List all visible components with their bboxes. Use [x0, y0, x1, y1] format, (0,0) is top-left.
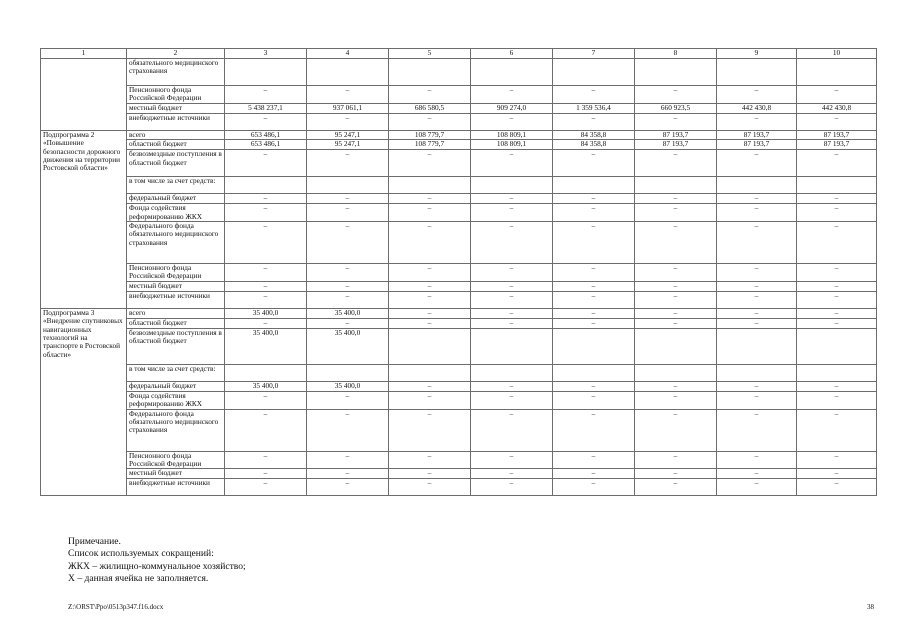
source-label: Пенсионного фонда Российской Федерации — [127, 86, 225, 104]
value-cell: – — [635, 86, 717, 104]
value-cell: – — [553, 86, 635, 104]
value-cell: – — [471, 204, 553, 222]
value-cell: 1 359 536,4 — [553, 103, 635, 113]
table-row — [41, 391, 877, 409]
value-cell: 108 809,1 — [471, 130, 553, 139]
value-cell: – — [389, 308, 471, 318]
header-cell: 10 — [797, 49, 877, 59]
value-cell: – — [471, 391, 553, 409]
value-cell — [635, 177, 717, 194]
source-label: местный бюджет — [127, 103, 225, 113]
value-cell: – — [225, 391, 307, 409]
value-cell: – — [307, 291, 389, 308]
value-cell: – — [471, 264, 553, 282]
value-cell: 442 430,8 — [717, 103, 797, 113]
value-cell — [717, 59, 797, 86]
value-cell: – — [717, 86, 797, 104]
value-cell: – — [553, 150, 635, 177]
value-cell: – — [797, 381, 877, 391]
value-cell: – — [389, 194, 471, 204]
value-cell: – — [307, 86, 389, 104]
value-cell: – — [717, 291, 797, 308]
value-cell: – — [307, 469, 389, 479]
value-cell: – — [717, 479, 797, 496]
value-cell: – — [797, 291, 877, 308]
header-cell: 8 — [635, 49, 717, 59]
value-cell: 35 400,0 — [225, 381, 307, 391]
source-label: Фонда содействия реформированию ЖКХ — [127, 391, 225, 409]
value-cell: 108 779,7 — [389, 140, 471, 150]
value-cell: – — [225, 318, 307, 328]
source-label: местный бюджет — [127, 469, 225, 479]
header-cell: 3 — [225, 49, 307, 59]
value-cell: – — [389, 281, 471, 291]
source-label: всего — [127, 308, 225, 318]
value-cell — [717, 177, 797, 194]
value-cell: – — [553, 113, 635, 130]
source-label: безвозмездные поступления в областной бюджет — [127, 328, 225, 364]
value-cell: – — [635, 194, 717, 204]
value-cell — [389, 59, 471, 86]
value-cell: – — [389, 86, 471, 104]
value-cell: – — [635, 318, 717, 328]
value-cell: 87 193,7 — [797, 140, 877, 150]
source-label: местный бюджет — [127, 281, 225, 291]
value-cell: – — [471, 194, 553, 204]
value-cell: – — [471, 291, 553, 308]
header-cell: 4 — [307, 49, 389, 59]
value-cell: 442 430,8 — [797, 103, 877, 113]
value-cell: – — [389, 318, 471, 328]
note-title: Примечание. — [68, 536, 121, 547]
value-cell: – — [553, 318, 635, 328]
value-cell: 937 061,1 — [307, 103, 389, 113]
value-cell: – — [307, 150, 389, 177]
value-cell: – — [717, 281, 797, 291]
value-cell — [553, 177, 635, 194]
table-row — [41, 103, 877, 113]
value-cell: – — [553, 409, 635, 451]
value-cell: – — [717, 391, 797, 409]
value-cell: – — [553, 281, 635, 291]
value-cell: – — [307, 409, 389, 451]
value-cell: – — [797, 469, 877, 479]
source-label: Федерального фонда обязательного медицинского страхования — [127, 409, 225, 451]
source-label: внебюджетные источники — [127, 113, 225, 130]
value-cell: – — [635, 113, 717, 130]
value-cell — [307, 364, 389, 381]
value-cell: – — [553, 469, 635, 479]
value-cell — [553, 364, 635, 381]
source-label: федеральный бюджет — [127, 381, 225, 391]
value-cell: – — [797, 194, 877, 204]
value-cell: – — [471, 281, 553, 291]
note-abbrev-zhkh: ЖКХ – жилищно-коммунальное хозяйство; — [68, 560, 246, 572]
value-cell: – — [553, 391, 635, 409]
value-cell: – — [471, 222, 553, 264]
value-cell: – — [389, 222, 471, 264]
value-cell: – — [797, 308, 877, 318]
value-cell: – — [225, 281, 307, 291]
value-cell: 108 779,7 — [389, 130, 471, 139]
value-cell: – — [225, 291, 307, 308]
source-label: Фонда содействия реформированию ЖКХ — [127, 204, 225, 222]
value-cell: – — [389, 291, 471, 308]
value-cell — [389, 177, 471, 194]
value-cell: – — [797, 318, 877, 328]
value-cell: – — [307, 281, 389, 291]
value-cell — [225, 59, 307, 86]
value-cell — [389, 364, 471, 381]
value-cell — [797, 59, 877, 86]
value-cell: – — [717, 318, 797, 328]
value-cell: – — [471, 479, 553, 496]
value-cell: – — [389, 204, 471, 222]
value-cell: 87 193,7 — [635, 130, 717, 139]
source-label: областной бюджет — [127, 318, 225, 328]
value-cell: – — [717, 264, 797, 282]
value-cell: – — [389, 479, 471, 496]
value-cell: 35 400,0 — [307, 308, 389, 318]
value-cell: – — [797, 479, 877, 496]
value-cell: – — [797, 86, 877, 104]
value-cell: 660 923,5 — [635, 103, 717, 113]
table-row — [41, 204, 877, 222]
value-cell: – — [553, 194, 635, 204]
source-label: внебюджетные источники — [127, 291, 225, 308]
note-abbrev-x: Х – данная ячейка не заполняется. — [68, 573, 209, 585]
value-cell — [635, 364, 717, 381]
value-cell: – — [225, 150, 307, 177]
table-row — [41, 409, 877, 451]
value-cell: – — [225, 86, 307, 104]
source-label: федеральный бюджет — [127, 194, 225, 204]
value-cell: – — [471, 308, 553, 318]
value-cell: – — [635, 204, 717, 222]
value-cell: – — [307, 194, 389, 204]
header-cell: 1 — [41, 49, 127, 59]
value-cell — [797, 177, 877, 194]
value-cell: 95 247,1 — [307, 130, 389, 139]
source-label: в том числе за счет средств: — [127, 364, 225, 381]
source-label: обязательного медицинского страхования — [127, 59, 225, 86]
value-cell — [389, 328, 471, 364]
value-cell: – — [307, 222, 389, 264]
value-cell: – — [471, 469, 553, 479]
table-row — [41, 86, 877, 104]
header-cell: 7 — [553, 49, 635, 59]
value-cell: – — [797, 204, 877, 222]
value-cell: – — [225, 479, 307, 496]
value-cell: – — [553, 291, 635, 308]
value-cell: – — [389, 264, 471, 282]
value-cell: – — [797, 281, 877, 291]
value-cell — [717, 328, 797, 364]
value-cell: – — [471, 318, 553, 328]
value-cell: – — [635, 409, 717, 451]
value-cell: – — [307, 391, 389, 409]
value-cell: – — [635, 391, 717, 409]
value-cell: – — [635, 264, 717, 282]
value-cell: – — [717, 194, 797, 204]
table-row — [41, 364, 877, 381]
value-cell: – — [389, 381, 471, 391]
value-cell: – — [797, 264, 877, 282]
value-cell — [635, 59, 717, 86]
value-cell: 84 358,8 — [553, 140, 635, 150]
value-cell: – — [797, 409, 877, 451]
value-cell — [471, 59, 553, 86]
value-cell: 35 400,0 — [307, 381, 389, 391]
value-cell: – — [717, 150, 797, 177]
value-cell: – — [225, 113, 307, 130]
table-row — [41, 150, 877, 177]
value-cell: 87 193,7 — [797, 130, 877, 139]
value-cell — [717, 364, 797, 381]
value-cell: – — [471, 451, 553, 469]
value-cell: – — [717, 308, 797, 318]
value-cell: 95 247,1 — [307, 140, 389, 150]
value-cell — [553, 59, 635, 86]
value-cell: – — [389, 113, 471, 130]
value-cell: – — [553, 451, 635, 469]
header-cell: 5 — [389, 49, 471, 59]
value-cell: – — [635, 291, 717, 308]
table-body — [41, 49, 877, 496]
value-cell: – — [389, 391, 471, 409]
source-label: безвозмездные поступления в областной бюджет — [127, 150, 225, 177]
page-number: 38 — [867, 603, 874, 611]
table-row — [41, 194, 877, 204]
value-cell: 909 274,0 — [471, 103, 553, 113]
value-cell: 108 809,1 — [471, 140, 553, 150]
value-cell: – — [389, 409, 471, 451]
table-row — [41, 469, 877, 479]
source-label: областной бюджет — [127, 140, 225, 150]
table-row — [41, 381, 877, 391]
value-cell: 653 486,1 — [225, 140, 307, 150]
value-cell: – — [717, 409, 797, 451]
source-label: всего — [127, 130, 225, 139]
value-cell: – — [307, 318, 389, 328]
value-cell: – — [307, 451, 389, 469]
header-cell: 9 — [717, 49, 797, 59]
value-cell: 35 400,0 — [225, 328, 307, 364]
value-cell: – — [225, 469, 307, 479]
value-cell: – — [307, 264, 389, 282]
table-row — [41, 451, 877, 469]
value-cell — [471, 328, 553, 364]
value-cell — [635, 328, 717, 364]
notes — [68, 536, 246, 586]
value-cell: – — [307, 113, 389, 130]
table-row — [41, 113, 877, 130]
value-cell: – — [471, 113, 553, 130]
value-cell — [471, 364, 553, 381]
value-cell: 35 400,0 — [307, 328, 389, 364]
value-cell: – — [553, 222, 635, 264]
value-cell: 653 486,1 — [225, 130, 307, 139]
table-row — [41, 130, 877, 139]
header-cell: 6 — [471, 49, 553, 59]
table-row — [41, 291, 877, 308]
table-row — [41, 264, 877, 282]
value-cell: – — [471, 381, 553, 391]
value-cell: – — [717, 451, 797, 469]
value-cell: 87 193,7 — [717, 130, 797, 139]
value-cell: – — [389, 451, 471, 469]
source-label: Пенсионного фонда Российской Федерации — [127, 264, 225, 282]
value-cell: – — [389, 150, 471, 177]
source-label: Пенсионного фонда Российской Федерации — [127, 451, 225, 469]
value-cell: – — [717, 381, 797, 391]
header-row — [41, 49, 877, 59]
value-cell: – — [389, 469, 471, 479]
value-cell: – — [797, 391, 877, 409]
table-row — [41, 222, 877, 264]
table-row — [41, 59, 877, 86]
value-cell: 686 580,5 — [389, 103, 471, 113]
value-cell: 5 438 237,1 — [225, 103, 307, 113]
value-cell: – — [797, 150, 877, 177]
value-cell: – — [225, 264, 307, 282]
value-cell: – — [717, 469, 797, 479]
value-cell: – — [717, 204, 797, 222]
value-cell — [471, 177, 553, 194]
value-cell: – — [553, 308, 635, 318]
budget-table — [40, 48, 877, 496]
source-label: Федерального фонда обязательного медицинского страхования — [127, 222, 225, 264]
value-cell: – — [553, 381, 635, 391]
value-cell — [307, 59, 389, 86]
table-row — [41, 328, 877, 364]
value-cell: – — [225, 409, 307, 451]
file-path: Z:\ORST\Ppo\0513p347.f16.docx — [68, 603, 164, 611]
value-cell — [797, 364, 877, 381]
value-cell: – — [635, 451, 717, 469]
table-row — [41, 140, 877, 150]
value-cell: – — [553, 204, 635, 222]
value-cell: – — [635, 381, 717, 391]
value-cell: – — [717, 222, 797, 264]
value-cell: – — [471, 409, 553, 451]
value-cell: – — [225, 204, 307, 222]
header-cell: 2 — [127, 49, 225, 59]
value-cell: – — [635, 222, 717, 264]
value-cell: – — [635, 308, 717, 318]
value-cell: – — [225, 194, 307, 204]
program-cell-empty — [41, 59, 127, 131]
value-cell: – — [635, 479, 717, 496]
value-cell — [307, 177, 389, 194]
value-cell — [797, 328, 877, 364]
value-cell: – — [635, 150, 717, 177]
program-name: Подпрограмма 2 «Повышение безопасности дорожного движения на территории Ростовской области» — [41, 130, 127, 308]
table-row — [41, 308, 877, 318]
value-cell: – — [307, 479, 389, 496]
value-cell: – — [717, 113, 797, 130]
note-abbrev-heading: Список используемых сокращений: — [68, 548, 214, 560]
value-cell: 87 193,7 — [635, 140, 717, 150]
value-cell: – — [797, 113, 877, 130]
value-cell — [225, 177, 307, 194]
value-cell: – — [797, 222, 877, 264]
table-row — [41, 281, 877, 291]
value-cell: 35 400,0 — [225, 308, 307, 318]
value-cell: – — [471, 150, 553, 177]
table-row — [41, 318, 877, 328]
value-cell: – — [225, 222, 307, 264]
value-cell: – — [225, 451, 307, 469]
value-cell: – — [635, 281, 717, 291]
table-row — [41, 479, 877, 496]
value-cell: 87 193,7 — [717, 140, 797, 150]
value-cell: – — [471, 86, 553, 104]
program-name: Подпрограмма 3 «Внедрение спутниковых навигационных технологий на транспорте в Ростовской области» — [41, 308, 127, 496]
source-label: в том числе за счет средств: — [127, 177, 225, 194]
value-cell: – — [553, 264, 635, 282]
value-cell: – — [635, 469, 717, 479]
value-cell — [553, 328, 635, 364]
value-cell: – — [307, 204, 389, 222]
value-cell: – — [797, 451, 877, 469]
value-cell — [225, 364, 307, 381]
source-label: внебюджетные источники — [127, 479, 225, 496]
value-cell: – — [553, 479, 635, 496]
value-cell: 84 358,8 — [553, 130, 635, 139]
table-row — [41, 177, 877, 194]
